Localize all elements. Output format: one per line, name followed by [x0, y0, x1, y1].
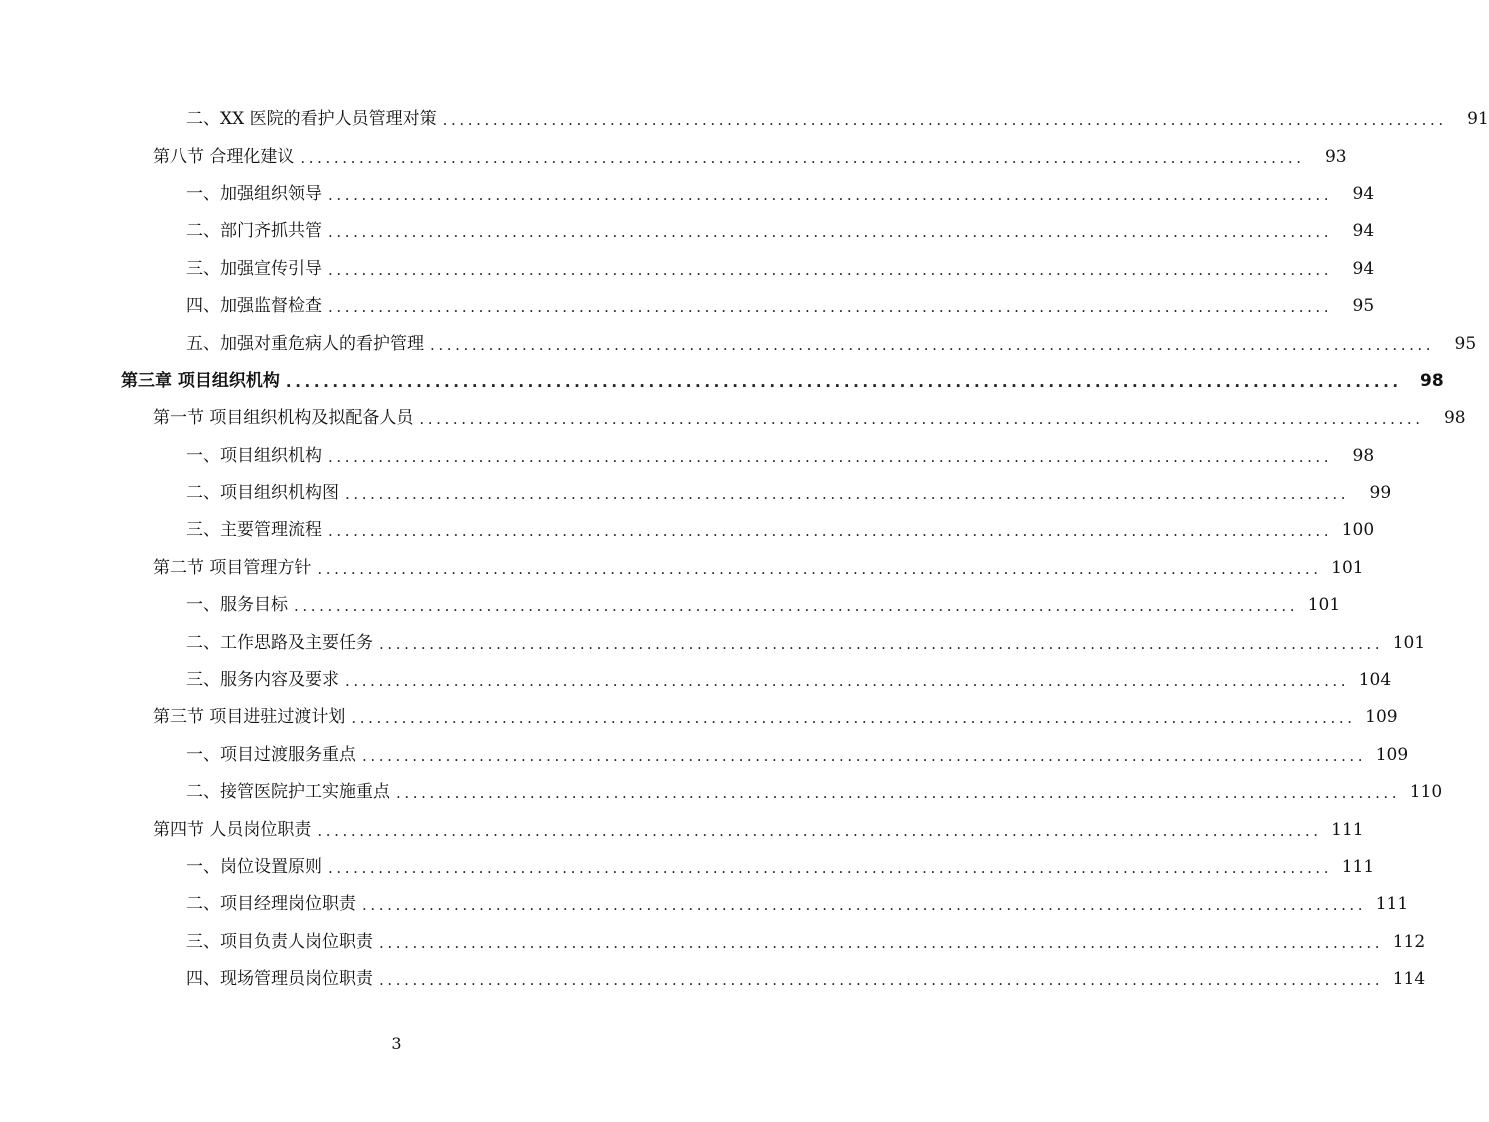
toc-entry-page: 111: [1331, 819, 1364, 840]
toc-entry-page: 109: [1375, 744, 1409, 765]
toc-dot-leader: ........................................................................................................................: [442, 111, 1447, 130]
toc-entry-item[interactable]: [0, 737, 1409, 774]
toc-entry-item[interactable]: [0, 512, 1375, 549]
toc-entry-item[interactable]: [0, 101, 1489, 138]
toc-entry-page: 110: [1409, 782, 1443, 803]
toc-dot-leader: ........................................................................................................................: [379, 634, 1384, 653]
toc-dot-leader: ........................................................................................................................: [328, 859, 1333, 877]
toc-entry-page: 91: [1467, 109, 1489, 130]
toc-entry-section[interactable]: [0, 811, 1364, 848]
toc-entry-item[interactable]: [0, 213, 1375, 250]
toc-entry-item[interactable]: [0, 774, 1443, 811]
toc-dot-leader: ........................................................................................................................: [285, 372, 1402, 391]
toc-dot-leader: ........................................................................................................................: [328, 298, 1333, 317]
toc-dot-leader: ........................................................................................................................: [328, 522, 1333, 541]
toc-entry-page: 104: [1358, 670, 1392, 691]
toc-dot-leader: ........................................................................................................................: [379, 933, 1384, 952]
toc-entry-page: 94: [1352, 221, 1375, 242]
toc-entry-page: 98: [1420, 370, 1444, 391]
toc-entry-page: 93: [1324, 146, 1347, 167]
toc-entry-item[interactable]: [0, 475, 1392, 512]
toc-entry-page: 98: [1352, 445, 1375, 466]
toc-entry-page: 95: [1454, 333, 1477, 354]
toc-entry-item[interactable]: [0, 662, 1392, 699]
toc-entry-title: 三、项目负责人岗位职责: [186, 931, 373, 952]
toc-entry-page: 114: [1392, 969, 1426, 990]
toc-entry-title: 一、项目组织机构: [186, 445, 322, 466]
toc-entry-title: 一、服务目标: [186, 595, 288, 616]
toc-entry-item[interactable]: [0, 961, 1426, 998]
toc-entry-title: 二、项目组织机构图: [186, 483, 339, 504]
toc-entry-title: 三、服务内容及要求: [186, 670, 339, 691]
toc-entry-section[interactable]: [0, 400, 1466, 437]
toc-entry-title: 三、主要管理流程: [186, 520, 322, 541]
toc-entry-chapter[interactable]: [0, 363, 1444, 400]
toc-entry-title: 一、加强组织领导: [186, 183, 322, 204]
toc-entry-title: 第三章 项目组织机构: [121, 370, 280, 391]
toc-dot-leader: ........................................................................................................................: [317, 559, 1322, 578]
toc-entry-page: 111: [1375, 894, 1409, 915]
toc-entry-page: 101: [1307, 595, 1341, 616]
toc-entry-title: 一、岗位设置原则: [186, 857, 322, 877]
toc-dot-leader: ........................................................................................................................: [362, 896, 1367, 915]
toc-entry-item[interactable]: [0, 438, 1375, 475]
toc-entry-item[interactable]: [0, 886, 1409, 923]
toc-entry-item[interactable]: [0, 251, 1375, 288]
toc-entry-item[interactable]: [0, 176, 1375, 213]
toc-entry-section[interactable]: [0, 699, 1398, 736]
toc-entry-title: 一、项目过渡服务重点: [186, 744, 356, 765]
toc-entry-title: 二、XX 医院的看护人员管理对策: [186, 109, 437, 130]
toc-dot-leader: ........................................................................................................................: [396, 784, 1401, 803]
page-number: 3: [391, 1034, 402, 1053]
toc-dot-leader: ........................................................................................................................: [300, 148, 1305, 167]
toc-dot-leader: ........................................................................................................................: [317, 821, 1322, 840]
toc-entry-page: 98: [1443, 408, 1466, 429]
toc-dot-leader: ........................................................................................................................: [379, 971, 1384, 990]
toc-entry-page: 100: [1341, 520, 1375, 541]
toc-entry-page: 101: [1392, 632, 1426, 653]
toc-entry-item[interactable]: [0, 288, 1375, 325]
toc-entry-item[interactable]: [0, 624, 1426, 661]
toc-entry-section[interactable]: [0, 550, 1364, 587]
toc-entry-section[interactable]: [0, 138, 1347, 175]
toc-entry-page: 101: [1331, 557, 1364, 578]
toc-dot-leader: ........................................................................................................................: [430, 335, 1435, 354]
toc-entry-page: 94: [1352, 258, 1375, 279]
toc-dot-leader: ........................................................................................................................: [345, 672, 1350, 691]
toc-dot-leader: ........................................................................................................................: [351, 709, 1356, 728]
toc-entry-item[interactable]: [0, 325, 1477, 362]
toc-entry-title: 四、现场管理员岗位职责: [186, 969, 373, 990]
toc-entry-title: 第八节 合理化建议: [153, 146, 295, 167]
toc-entry-title: 第四节 人员岗位职责: [153, 819, 312, 840]
toc-dot-leader: ........................................................................................................................: [328, 447, 1333, 466]
toc-entry-title: 二、工作思路及主要任务: [186, 632, 373, 653]
toc-entry-title: 第一节 项目组织机构及拟配备人员: [153, 408, 414, 429]
toc-dot-leader: ........................................................................................................................: [328, 260, 1333, 279]
toc-dot-leader: ........................................................................................................................: [419, 410, 1424, 429]
toc-dot-leader: ........................................................................................................................: [345, 485, 1350, 504]
toc-entry-title: 五、加强对重危病人的看护管理: [186, 333, 424, 354]
toc-entry-title: 二、项目经理岗位职责: [186, 894, 356, 915]
toc-entry-title: 第三节 项目进驻过渡计划: [153, 707, 346, 728]
toc-entry-title: 二、部门齐抓共管: [186, 221, 322, 242]
toc-entry-page: 109: [1365, 707, 1398, 728]
toc-entry-page: 94: [1352, 183, 1375, 204]
toc-entry-item[interactable]: [0, 924, 1426, 961]
table-of-contents: [0, 101, 1489, 998]
toc-entry-page: 112: [1392, 931, 1426, 952]
toc-entry-title: 三、加强宣传引导: [186, 258, 322, 279]
toc-dot-leader: ........................................................................................................................: [362, 746, 1367, 765]
toc-entry-page: 99: [1369, 483, 1392, 504]
toc-dot-leader: ........................................................................................................................: [294, 597, 1299, 616]
toc-entry-title: 第二节 项目管理方针: [153, 557, 312, 578]
toc-entry-page: 111: [1341, 857, 1375, 877]
toc-entry-item[interactable]: [0, 849, 1375, 886]
toc-entry-page: 95: [1352, 296, 1375, 317]
toc-dot-leader: ........................................................................................................................: [328, 223, 1333, 242]
toc-entry-item[interactable]: [0, 587, 1341, 624]
toc-entry-title: 二、接管医院护工实施重点: [186, 782, 390, 803]
toc-dot-leader: ........................................................................................................................: [328, 185, 1333, 204]
toc-entry-title: 四、加强监督检查: [186, 296, 322, 317]
